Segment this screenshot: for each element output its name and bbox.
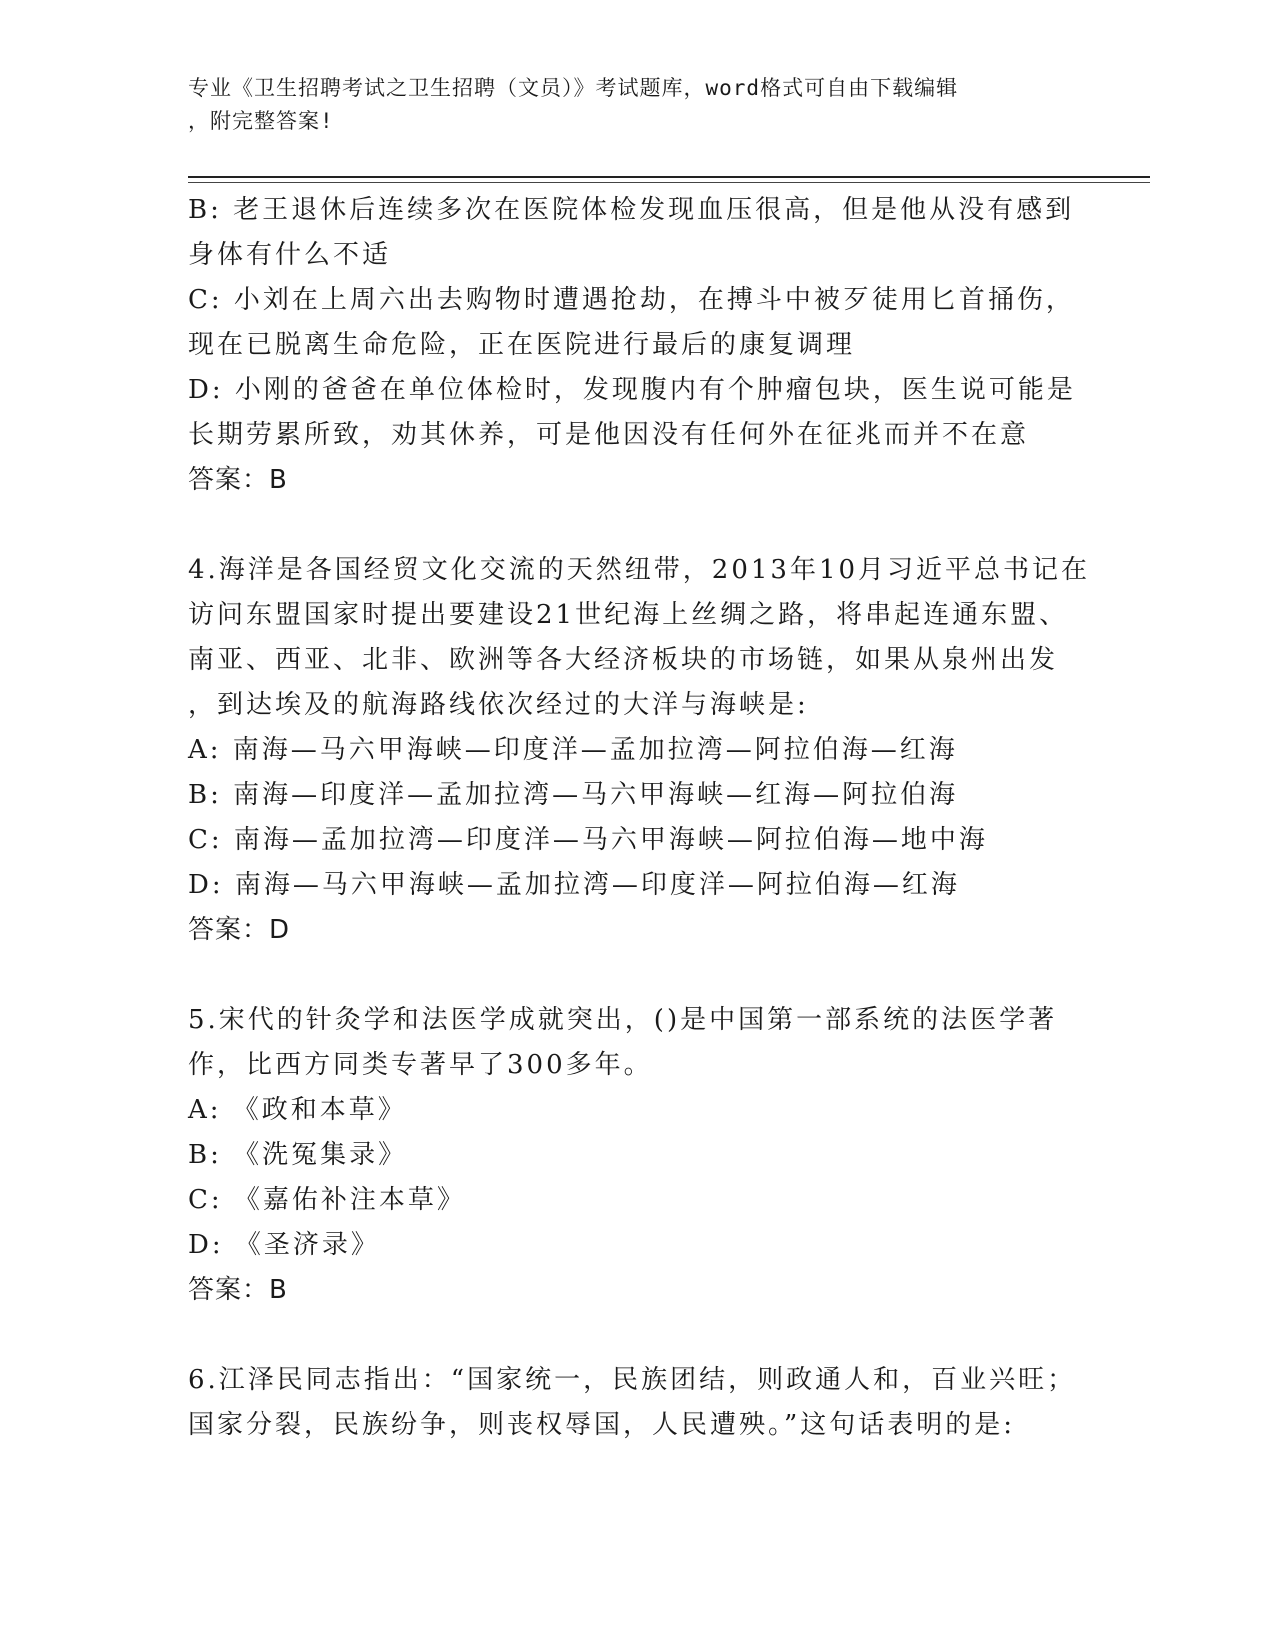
q6-stem-line-1: 6.江泽民同志指出：“国家统一，民族团结，则政通人和，百业兴旺；	[188, 1365, 1077, 1395]
header-line-2: ，附完整答案!	[188, 109, 334, 133]
q4-option-c: C: 南海—孟加拉湾—印度洋—马六甲海峡—阿拉伯海—地中海	[188, 825, 988, 855]
header-divider-thick	[188, 176, 1150, 178]
q3-option-b-line-2: 身体有什么不适	[188, 240, 392, 270]
q4-stem-line-2: 访问东盟国家时提出要建设21世纪海上丝绸之路，将串起连通东盟、	[188, 600, 1069, 630]
question-5-block	[188, 998, 1088, 1313]
spacer	[188, 1313, 1088, 1358]
q3-option-c-line-1: C: 小刘在上周六出去购物时遭遇抢劫，在搏斗中被歹徒用匕首捅伤，	[188, 285, 1075, 315]
q4-option-d: D: 南海—马六甲海峡—孟加拉湾—印度洋—阿拉伯海—红海	[188, 870, 960, 900]
q4-stem-line-3: 南亚、西亚、北非、欧洲等各大经济板块的市场链，如果从泉州出发	[188, 645, 1059, 675]
q4-stem-line-1: 4.海洋是各国经贸文化交流的天然纽带，2013年10月习近平总书记在	[188, 555, 1091, 585]
q5-option-d: D: 《圣济录》	[188, 1230, 380, 1260]
q4-answer: 答案：D	[188, 915, 291, 945]
q3-option-d-line-2: 长期劳累所致，劝其休养，可是他因没有任何外在征兆而并不在意	[188, 420, 1030, 450]
q5-stem-line-2: 作，比西方同类专著早了300多年。	[188, 1050, 653, 1080]
q3-option-b-line-1: B: 老王退休后连续多次在医院体检发现血压很高，但是他从没有感到	[188, 195, 1075, 225]
header-line-1: 专业《卫生招聘考试之卫生招聘（文员）》考试题库，word格式可自由下载编辑	[188, 76, 959, 100]
q3-option-d-line-1: D: 小刚的爸爸在单位体检时，发现腹内有个肿瘤包块，医生说可能是	[188, 375, 1076, 405]
q5-answer: 答案：B	[188, 1275, 288, 1305]
document-header	[188, 72, 1068, 138]
q3-answer: 答案：B	[188, 465, 288, 495]
question-3-block	[188, 188, 1088, 503]
q6-stem-line-2: 国家分裂，民族纷争，则丧权辱国，人民遭殃。”这句话表明的是:	[188, 1410, 1016, 1440]
spacer	[188, 503, 1088, 548]
header-divider-thin	[188, 182, 1150, 183]
question-4-block	[188, 548, 1091, 953]
q4-option-b: B: 南海—印度洋—孟加拉湾—马六甲海峡—红海—阿拉伯海	[188, 780, 959, 810]
document-body	[188, 188, 1091, 1448]
q5-option-b: B: 《洗冤集录》	[188, 1140, 408, 1170]
spacer	[188, 953, 1088, 998]
q5-option-a: A: 《政和本草》	[188, 1095, 407, 1125]
q3-option-c-line-2: 现在已脱离生命危险，正在医院进行最后的康复调理	[188, 330, 856, 360]
q4-stem-line-4: ，到达埃及的航海路线依次经过的大洋与海峡是:	[188, 690, 809, 720]
question-6-block	[188, 1358, 1088, 1448]
q4-option-a: A: 南海—马六甲海峡—印度洋—孟加拉湾—阿拉伯海—红海	[188, 735, 958, 765]
q5-option-c: C: 《嘉佑补注本草》	[188, 1185, 466, 1215]
q5-stem-line-1: 5.宋代的针灸学和法医学成就突出，()是中国第一部系统的法医学著	[188, 1005, 1058, 1035]
